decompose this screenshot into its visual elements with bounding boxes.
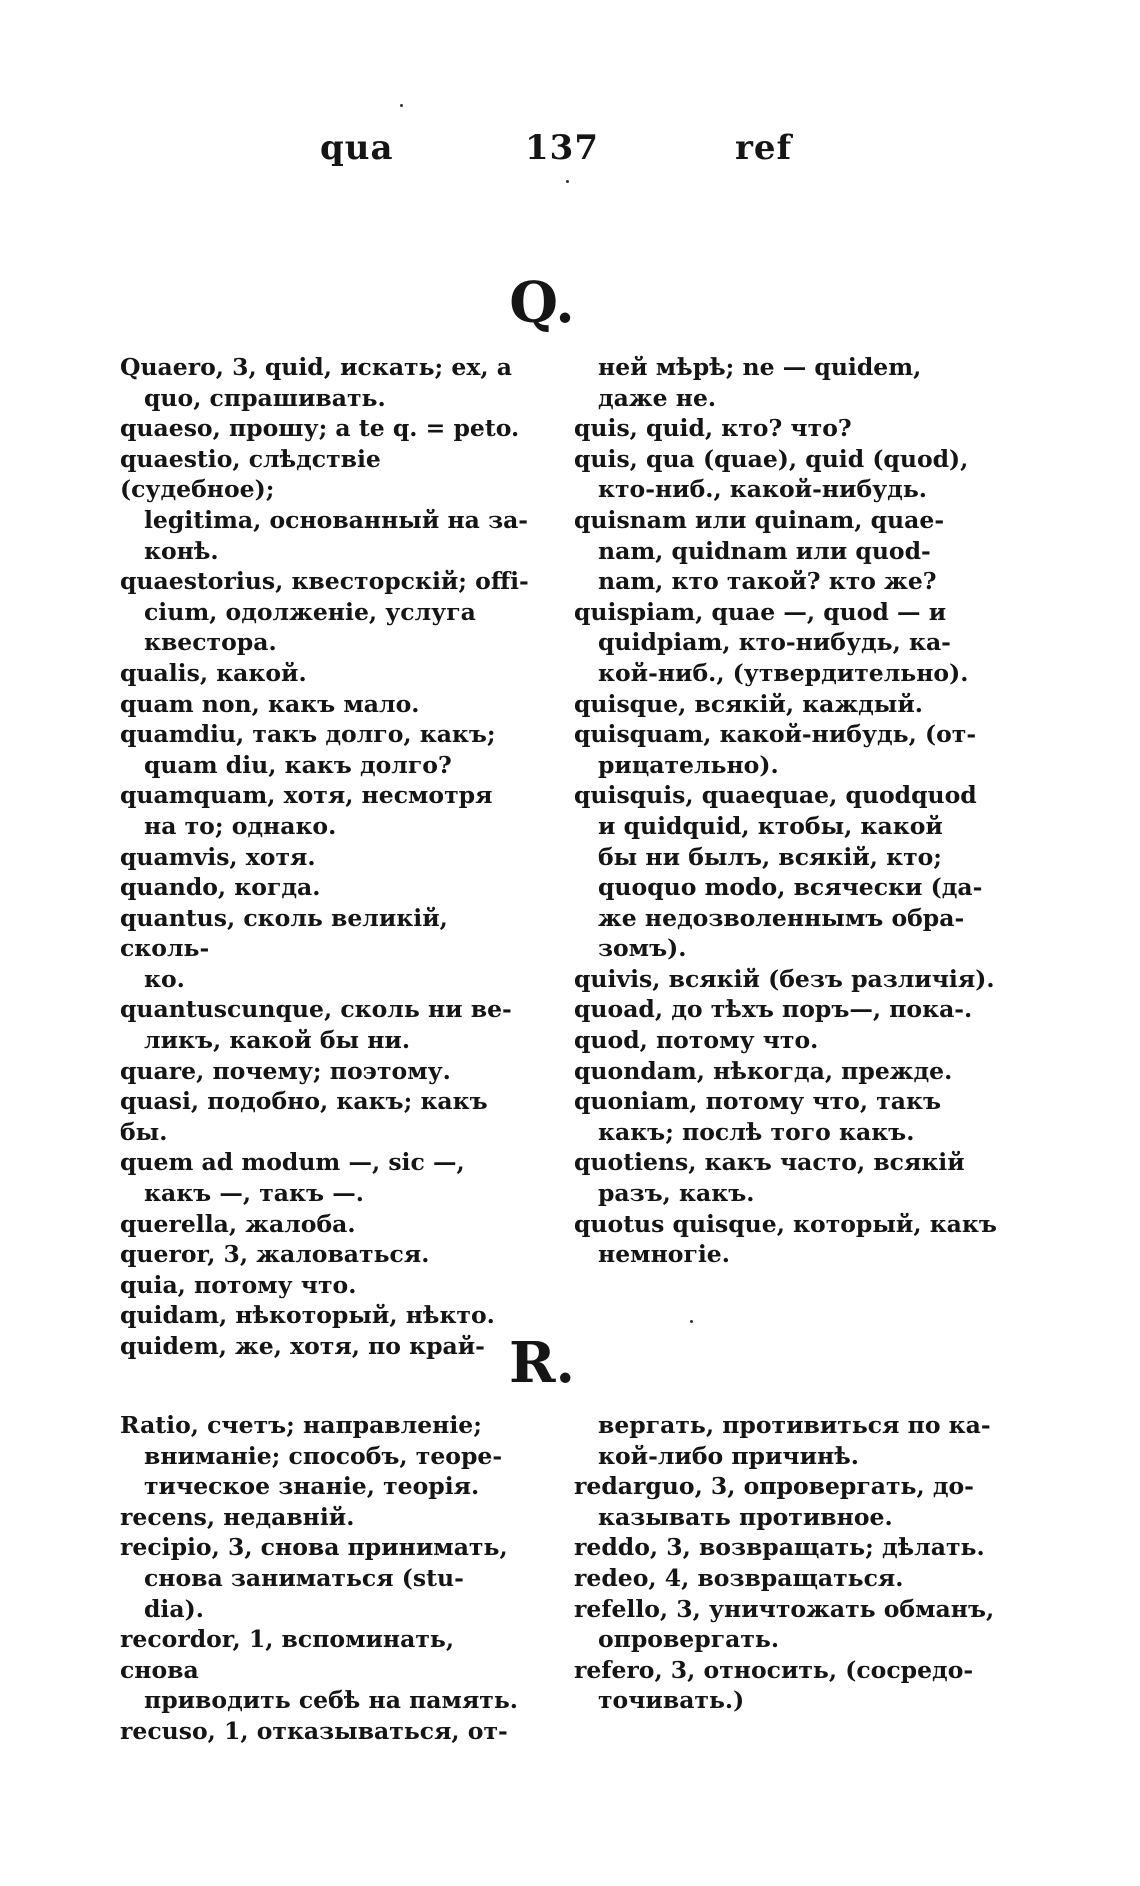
entry-line: бы ни былъ, всякій, кто; [598, 842, 942, 871]
entry-line: quisquis, quaequae, quodquod [574, 781, 977, 810]
entry-line: reddo, 3, возвращать; дѣлать. [574, 1533, 985, 1562]
entry-line: refello, 3, уничтожать обманъ, [574, 1594, 995, 1623]
q-left-column [120, 352, 530, 1362]
entry-line: quoad, до тѣхъ поръ—, пока-. [574, 995, 973, 1024]
section-letter-r: R. [508, 1330, 576, 1396]
entry-line: nam, quidnam или quod- [598, 536, 931, 565]
page-number: 137 [525, 128, 599, 168]
entry-line: ко. [144, 964, 185, 993]
entry-line: тическое знаніе, теорія. [144, 1472, 480, 1501]
entry-line: quem ad modum —, sic —, [120, 1148, 465, 1177]
entry-line: quaestio, слѣдствіе (судебное); [120, 444, 381, 504]
entry-line: quantus, сколь великій, сколь- [120, 903, 448, 963]
entry-line: зомъ). [598, 934, 687, 963]
entry-line: квестора. [144, 628, 277, 657]
entry-line: redeo, 4, возвращаться. [574, 1563, 904, 1592]
entry-line: refero, 3, относить, (сосредо- [574, 1655, 974, 1684]
entry-line: Quaero, 3, quid, искать; ex, a [120, 353, 512, 381]
entry-line: quam diu, какъ долго? [144, 750, 452, 779]
entry-line: quotus quisque, который, какъ [574, 1209, 997, 1238]
entry-line: queror, 3, жаловаться. [120, 1240, 430, 1269]
entry-line: точивать.) [598, 1686, 745, 1715]
entry-line: кто-ниб., какой-нибудь. [598, 475, 927, 504]
entry-line: quisque, всякій, каждый. [574, 689, 923, 718]
print-speck [690, 1320, 693, 1323]
entry-line: немногіе. [598, 1240, 730, 1269]
print-speck [566, 180, 569, 183]
entry-line: quasi, подобно, какъ; какъ бы. [120, 1087, 488, 1146]
entry-line: nam, кто такой? кто же? [598, 567, 937, 596]
entry-line: quando, когда. [120, 873, 321, 902]
entry-line: quantuscunque, сколь ни ве- [120, 995, 512, 1024]
entry-line: recordor, 1, вспоминать, снова [120, 1625, 455, 1684]
entry-line: quamvis, хотя. [120, 842, 316, 871]
q-right-column [574, 352, 1004, 1270]
entry-line: разъ, какъ. [598, 1179, 755, 1208]
entry-line: же недозволеннымъ обра- [598, 903, 965, 932]
r-left-column [120, 1410, 530, 1747]
entry-line: quis, quid, кто? что? [574, 414, 852, 443]
entry-line: quondam, нѣкогда, прежде. [574, 1056, 953, 1085]
entry-line: quam non, какъ мало. [120, 689, 420, 718]
entry-line: рицательно). [598, 750, 779, 779]
entry-line: quidpiam, кто-нибудь, ка- [598, 628, 951, 657]
entry-line: recipio, 3, снова принимать, [120, 1533, 508, 1562]
entry-line: legitima, основанный на за- [144, 505, 529, 534]
entry-line: cium, одолженіе, услуга [144, 597, 476, 626]
entry-line: quidem, же, хотя, по край- [120, 1332, 485, 1360]
entry-line: конѣ. [144, 536, 219, 565]
entry-line: quare, почему; поэтому. [120, 1056, 451, 1085]
entry-line: кой-либо причинѣ. [598, 1441, 859, 1470]
entry-line: quaeso, прошу; a te q. = peto. [120, 414, 520, 443]
entry-line: quis, qua (quae), quid (quod), [574, 444, 969, 473]
section-letter-q: Q. [509, 270, 575, 336]
running-head-left: qua [320, 128, 394, 168]
running-head-right: ref [735, 128, 793, 168]
entry-line: quoniam, потому что, такъ [574, 1087, 941, 1116]
entry-line: опровергать. [598, 1625, 780, 1654]
entry-line: даже не. [598, 383, 717, 412]
entry-line: quaestorius, квесторскій; offi- [120, 567, 529, 596]
print-speck [400, 104, 403, 107]
entry-line: и quidquid, ктобы, какой [598, 811, 943, 840]
entry-line: querella, жалоба. [120, 1209, 356, 1238]
entry-line: quisquam, какой-нибудь, (от- [574, 720, 977, 749]
entry-line: вергать, противиться по ка- [598, 1411, 991, 1439]
entry-line: вниманіе; способъ, теоре- [144, 1441, 503, 1470]
entry-line: quispiam, quae —, quod — и [574, 597, 947, 626]
entry-line: казывать противное. [598, 1502, 893, 1531]
entry-line: recens, недавній. [120, 1502, 355, 1531]
entry-line: qualis, какой. [120, 658, 307, 687]
entry-line: quisnam или quinam, quae- [574, 505, 945, 534]
entry-line: quamdiu, такъ долго, какъ; [120, 720, 496, 749]
entry-line: кой-ниб., (утвердительно). [598, 658, 969, 687]
entry-line: какъ —, такъ —. [144, 1179, 364, 1208]
entry-line: quo, спрашивать. [144, 383, 386, 412]
entry-line: quotiens, какъ часто, всякій [574, 1148, 965, 1177]
entry-line: ликъ, какой бы ни. [144, 1026, 411, 1055]
entry-line: приводить себѣ на память. [144, 1686, 518, 1715]
entry-line: quod, потому что. [574, 1026, 819, 1055]
entry-line: quamquam, хотя, несмотря [120, 781, 493, 810]
entry-line: ней мѣрѣ; ne — quidem, [598, 353, 922, 381]
r-right-column [574, 1410, 1004, 1716]
entry-line: recuso, 1, отказываться, от- [120, 1716, 508, 1745]
entry-line: quoquo modo, всячески (да- [598, 873, 983, 902]
entry-line: Ratio, счетъ; направленіе; [120, 1411, 482, 1439]
entry-line: quia, потому что. [120, 1270, 357, 1299]
entry-line: redarguo, 3, опровергать, до- [574, 1472, 974, 1501]
entry-line: на то; однако. [144, 811, 337, 840]
entry-line: dia). [144, 1594, 204, 1623]
entry-line: снова заниматься (stu- [144, 1563, 464, 1592]
running-head [0, 128, 1140, 178]
entry-line: какъ; послѣ того какъ. [598, 1117, 915, 1146]
entry-line: quivis, всякій (безъ различія). [574, 964, 995, 993]
entry-line: quidam, нѣкоторый, нѣкто. [120, 1301, 495, 1330]
